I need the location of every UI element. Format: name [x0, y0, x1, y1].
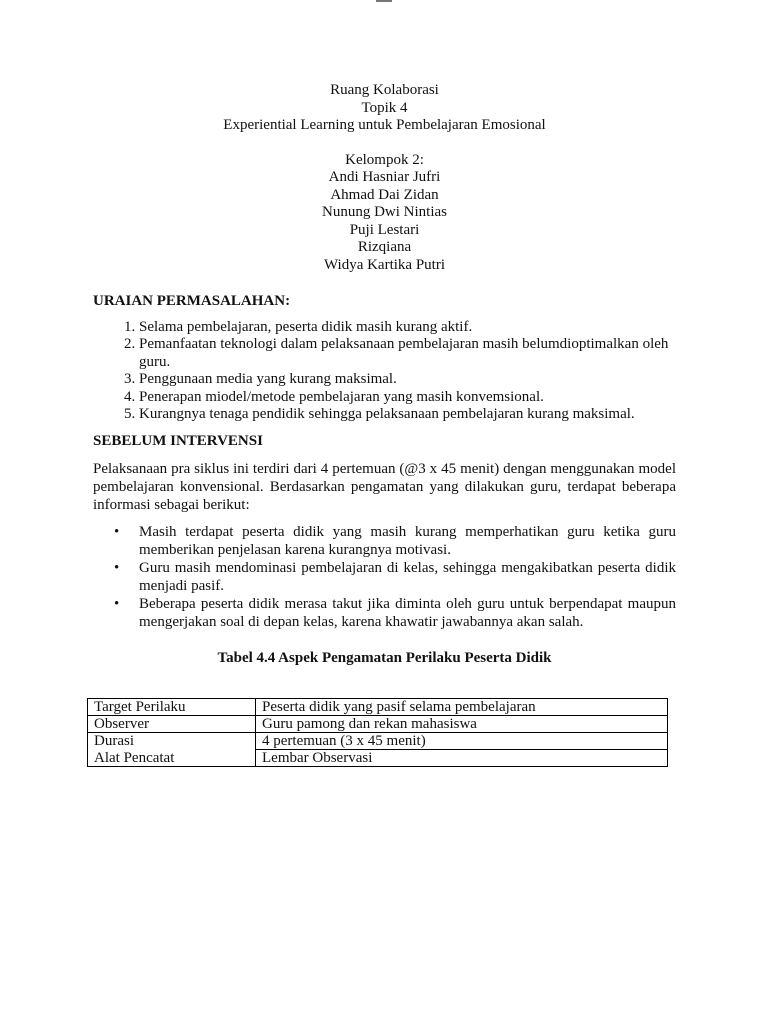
header-line-3: Experiential Learning untuk Pembelajaran Emosional: [223, 117, 546, 133]
observation-text: Masih terdapat peserta didik yang masih kurang memperhatikan guru ketika guru memberikan penjelasan karena kurangnya motivasi.: [139, 524, 676, 558]
observation-item: [114, 595, 676, 631]
before-intervention-paragraph: Pelaksanaan pra siklus ini terdiri dari 4 pertemuan (@3 x 45 menit) dengan menggunakan model pembelajaran konvensional. Berdasarkan pengamatan yang dilakukan guru, terdapat beberapa informasi sebagai berikut:: [93, 461, 676, 513]
document-page: [93, 82, 676, 668]
problems-list: [93, 319, 676, 424]
bullet-icon: •: [114, 596, 120, 612]
table-cell-label: Target Perilaku: [88, 699, 256, 716]
bullet-icon: •: [114, 560, 120, 576]
table-cell-value: Guru pamong dan rekan mahasiswa: [256, 716, 668, 733]
group-title: Kelompok 2:: [345, 151, 424, 168]
problem-item: 3. Penggunaan media yang kurang maksimal.: [139, 371, 676, 389]
table-row: [88, 750, 668, 767]
table-row: [88, 733, 668, 750]
observation-item: [114, 559, 676, 595]
table-cell-value: 4 pertemuan (3 x 45 menit): [256, 733, 668, 750]
observation-aspects-table: [87, 698, 668, 767]
header-gap: [93, 135, 676, 152]
observation-list: [93, 523, 676, 631]
before-intervention-heading: SEBELUM INTERVENSI: [93, 432, 263, 449]
table-cell-value: Lembar Observasi: [256, 750, 668, 767]
table-cell-label: Durasi: [88, 733, 256, 750]
member-name: Rizqiana: [357, 239, 412, 255]
table-row: [88, 716, 668, 733]
member-name: Widya Kartika Putri: [323, 256, 446, 273]
problems-heading: URAIAN PERMASALAHAN:: [93, 293, 291, 309]
problem-item: 5. Kurangnya tenaga pendidik sehingga pelaksanaan pembelajaran kurang maksimal.: [139, 406, 676, 424]
table-cell-label: Observer: [88, 716, 256, 733]
spacer: [93, 274, 676, 293]
observation-text: Beberapa peserta didik merasa takut jika diminta oleh guru untuk berpendapat maupun mengerjakan soal di depan kelas, karena khawatir jawabannya akan salah.: [139, 596, 676, 630]
member-name: Nunung Dwi Nintias: [322, 204, 447, 220]
page-top-mark: [376, 0, 392, 2]
problem-item: 1. Selama pembelajaran, peserta didik masih kurang aktif.: [139, 319, 676, 337]
observation-text: Guru masih mendominasi pembelajaran di kelas, sehingga mengakibatkan peserta didik menjadi pasif.: [139, 560, 676, 594]
header-line-2: Topik 4: [361, 99, 408, 116]
problem-item: 4. Penerapan miodel/metode pembelajaran yang masih konvemsional.: [139, 389, 676, 407]
table-row: [88, 699, 668, 716]
member-name: Ahmad Dai Zidan: [330, 186, 439, 203]
table-cell-value: Peserta didik yang pasif selama pembelajaran: [256, 699, 668, 716]
table-cell-label: Alat Pencatat: [88, 750, 256, 767]
member-name: Andi Hasniar Jufri: [328, 169, 441, 185]
bullet-icon: •: [114, 524, 120, 540]
problem-item: 2. Pemanfaatan teknologi dalam pelaksanaan pembelajaran masih belumdioptimalkan oleh guru.: [139, 336, 676, 371]
header-line-1: Ruang Kolaborasi: [330, 82, 439, 98]
observation-item: [114, 523, 676, 559]
table-caption: Tabel 4.4 Aspek Pengamatan Perilaku Peserta Didik: [217, 650, 552, 666]
document-header: [93, 82, 676, 274]
member-name: Puji Lestari: [349, 221, 420, 238]
